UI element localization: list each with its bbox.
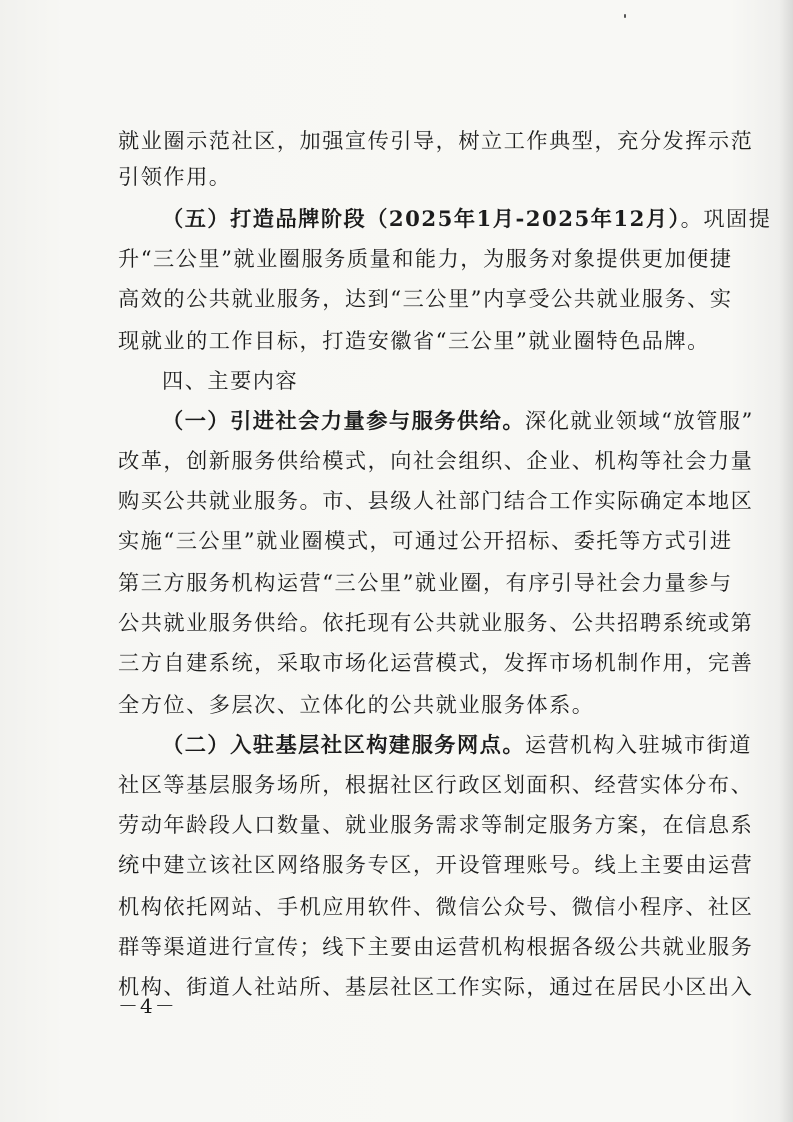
text-line-10 <box>118 485 753 517</box>
line-text: 引领作用。 <box>118 164 232 189</box>
line-text: 三方自建系统，采取市场化运营模式，发挥市场机制作用，完善 <box>118 650 754 675</box>
text-line-22 <box>118 971 753 1003</box>
line-text: 购买公共就业服务。市、县级人社部门结合工作实际确定本地区 <box>118 488 754 513</box>
text-line-15 <box>118 689 594 721</box>
text-line-5 <box>118 283 733 315</box>
text-line-4 <box>118 243 733 275</box>
line-text: 公共就业服务供给。依托现有公共就业服务、公共招聘系统或第 <box>118 610 754 635</box>
text-line-1 <box>118 125 753 157</box>
line-text: 升“三公里”就业圈服务质量和能力，为服务对象提供更加便捷 <box>118 246 733 271</box>
line-text: 机构、街道人社站所、基层社区工作实际，通过在居民小区出入 <box>118 974 754 999</box>
line-text: 改革，创新服务供给模式，向社会组织、企业、机构等社会力量 <box>118 448 754 473</box>
text-line-14 <box>118 647 753 679</box>
line-text: 现就业的工作目标，打造安徽省“三公里”就业圈特色品牌。 <box>118 328 710 353</box>
section-heading-2 <box>162 729 752 761</box>
heading-text: （二）入驻基层社区构建服务网点。 <box>162 732 526 757</box>
line-text: 实施“三公里”就业圈模式，可通过公开招标、委托等方式引进 <box>118 528 733 553</box>
line-text: 统中建立该社区网络服务专区，开设管理账号。线上主要由运营 <box>118 852 754 877</box>
line-text: 就业圈示范社区，加强宣传引导，树立工作典型，充分发挥示范 <box>118 128 754 153</box>
heading-text: 四、主要内容 <box>162 368 299 393</box>
text-line-9 <box>118 445 753 477</box>
text-line-18 <box>118 809 753 841</box>
line-text: 第三方服务机构运营“三公里”就业圈，有序引导社会力量参与 <box>118 570 733 595</box>
text-line-12 <box>118 567 733 599</box>
text-line-17 <box>118 769 753 801</box>
text-line-11 <box>118 525 733 557</box>
text-line-2 <box>118 161 231 193</box>
line-text: 高效的公共就业服务，达到“三公里”内享受公共就业服务、实 <box>118 286 733 311</box>
scan-speck <box>624 14 626 18</box>
line-text: 全方位、多层次、立体化的公共就业服务体系。 <box>118 692 595 717</box>
line-text: 群等渠道进行宣传；线下主要由运营机构根据各级公共就业服务 <box>118 934 754 959</box>
text-line-19 <box>118 849 753 881</box>
section-heading-1 <box>162 405 754 437</box>
page-number: －4－ <box>118 994 177 1018</box>
line-text: 深化就业领域“放管服” <box>525 408 754 433</box>
line-text: 机构依托网站、手机应用软件、微信公众号、微信小程序、社区 <box>118 894 754 919</box>
line-text: 运营机构入驻城市街道 <box>525 732 752 757</box>
chapter-heading-4 <box>162 365 298 397</box>
text-line-6 <box>118 325 710 357</box>
heading-text: （一）引进社会力量参与服务供给。 <box>162 408 526 433</box>
heading-text: （五）打造品牌阶段（2025年1月-2025年12月） <box>162 206 681 231</box>
page-edge-shadow <box>779 0 793 1122</box>
line-text: 。巩固提 <box>680 206 772 231</box>
text-line-13 <box>118 607 753 639</box>
section-heading-5 <box>162 203 771 235</box>
text-line-21 <box>118 931 753 963</box>
text-line-20 <box>118 891 753 923</box>
line-text: 劳动年龄段人口数量、就业服务需求等制定服务方案，在信息系 <box>118 812 754 837</box>
line-text: 社区等基层服务场所，根据社区行政区划面积、经营实体分布、 <box>118 772 754 797</box>
